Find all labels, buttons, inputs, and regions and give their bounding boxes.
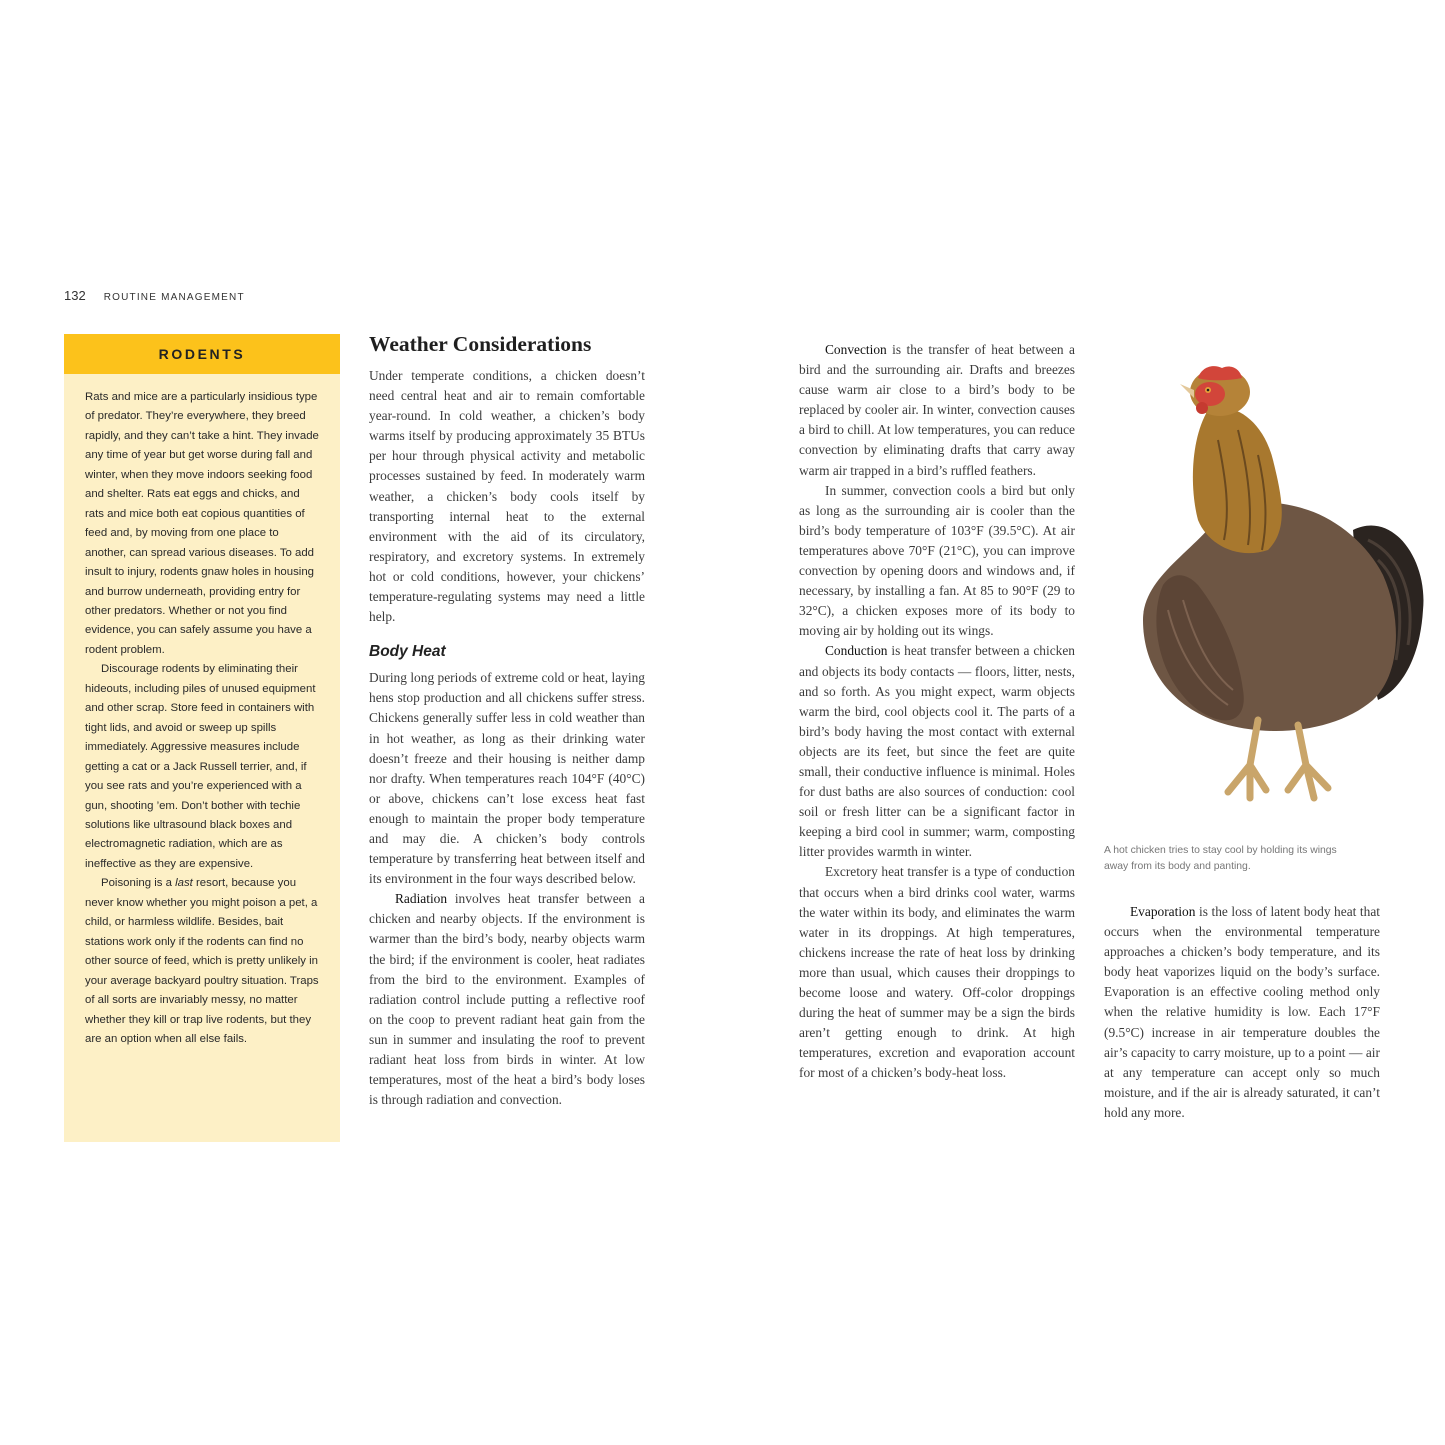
term-convection: Convection [825,342,887,357]
article-text: is heat transfer between a chicken and objects its body contacts — floors, litter, nests, and so forth. As you might expect, warm objects warm the bird, cool objects cool it. The parts of a bird’s body having the most contact with external objects are its feet, but since the feet are quite small, their conductive influence is minimal. Holes for dust baths are also sources of conduction: cool soil or fresh litter can be a significant factor in keeping a bird cool in summer; warm, composting litter provides warmth in winter. [799,643,1075,860]
term-evaporation: Evaporation [1130,904,1196,919]
article-title: Weather Considerations [369,332,592,356]
article-text: is the transfer of heat between a bird and the surrounding air. Drafts and breezes cause warm air close to a bird’s body to be replaced by cooler air. In winter, convection causes a bird to chill. At low temperatures, you can reduce convection by eliminating drafts that carry away warm air trapped in a bird’s ruffled feathers. [799,342,1075,478]
article-column-2 [799,340,1075,1083]
chicken-pupil [1207,389,1210,392]
article-text: involves heat transfer between a chicken and nearby objects. If the environment is warmer than the bird’s body, nearby objects warm the bird; if the environment is cooler, heat radiates from the bird to the environment. Examples of radiation control include putting a reflective roof on the coop to prevent radiant heat gain from the sun in summer and insulating the roof to prevent radiant heat loss from birds in winter. At low temperatures, most of the heat a bird’s body loses is through radiation and convection. [369,891,645,1108]
article-column-3 [1104,902,1380,1123]
subheading: Body Heat [369,643,446,661]
article-paragraph: In summer, convection cools a bird but only as long as the surrounding air is cooler than the bird’s body temperature of 103°F (39.5°C). At air temperatures above 70°F (21°C), you can improve convection by opening doors and windows and, if necessary, by installing a fan. At 85 to 90°F (29 to 32°C), a chicken exposes more of its body to moving air by holding out its wings. [799,482,1075,639]
running-head [64,288,245,303]
page-number: 132 [64,288,86,303]
sidebar-text: Poisoning is a [101,877,176,890]
chicken-wattle [1196,402,1208,414]
term-radiation: Radiation [395,891,448,907]
article-column-1 [369,330,645,1110]
article-paragraph [799,340,1075,481]
sidebar-title: RODENTS [158,346,246,362]
article-paragraph [369,889,645,1110]
chicken-comb [1198,366,1242,380]
article-paragraph [1104,902,1380,1123]
sidebar-header [64,334,340,374]
sidebar-paragraph: Rats and mice are a particularly insidious type of predator. They’re everywhere, they breed rapidly, and they can’t take a hint. They invade any time of year but get worse during fall and winter, when they move indoors seeking food and shelter. Rats eat eggs and chicks, and rats and mice both eat copious quantities of feed and, by moving from one place to another, can spread various diseases. To add insult to injury, rodents gnaw holes in housing and burrow underneath, providing entry for other predators. Whether or not you find evidence, you can safely assume you have a rodent problem. [85,391,319,656]
sidebar-body [64,374,340,1049]
article-text: is the loss of latent body heat that occurs when the environmental temperature approaches a chicken’s body temperature, and its body heat vaporizes liquid on the body’s surface. Evaporation is an effective cooling method only when the relative humidity is low. Each 17°F (9.5°C) increase in air temperature doubles the air’s capacity to carry moisture, up to a point — air at any temperature can accept only so much moisture, and if the air is already saturated, it can’t hold any more. [1104,904,1380,1120]
figure-caption: A hot chicken tries to stay cool by holding its wings away from its body and panting. [1104,845,1337,872]
article-paragraph: Excretory heat transfer is a type of conduction that occurs when a bird drinks cool water, warms the water within its body, and eliminates the warm water in its droppings. At high temperatures, chickens increase the rate of heat loss by drinking more than usual, which causes their droppings to become loose and watery. Off-color droppings during the heat of summer may be a sign the birds aren’t getting enough to drink. At high temperatures, excretion and evaporation account for most of a chicken’s body-heat loss. [799,864,1075,1081]
sidebar-paragraph [85,874,320,1049]
article-paragraph: Under temperate conditions, a chicken doesn’t need central heat and air to remain comfortable year-round. In cold weather, a chicken’s body warms itself by producing approximately 35 BTUs per hour through physical activity and metabolic processes sustained by feed. In moderately warm weather, a chicken’s body cools itself by transporting internal heat to the external environment with the aid of its circulatory, respiratory, and excretory systems. In extremely hot or cold conditions, however, your chickens’ temperature-regulating systems may need a little help. [369,368,645,625]
article-paragraph: During long periods of extreme cold or heat, laying hens stop production and all chickens suffer stress. Chickens generally suffer less in cold weather than in hot weather, as long as their drinking water doesn’t freeze and their housing is neither damp nor drafty. When temperatures reach 104°F (40°C) or above, chickens can’t lose excess heat fast enough to maintain the proper body temperature and may die. A chicken’s body controls temperature by transferring heat between itself and its environment in the four ways described below. [369,670,645,887]
chicken-neck [1193,407,1282,553]
article-paragraph [799,641,1075,862]
section-name: ROUTINE MANAGEMENT [103,292,245,303]
term-conduction: Conduction [825,643,888,659]
chicken-leg-right [1288,725,1328,798]
sidebar-text: resort, because you never know whether you might poison a pet, a child, or harmless wildlife. Besides, bait stations work only if the rodents can find no other source of feed, which is pretty unlikely in your average backyard poultry situation. Traps of all sorts are invariably messy, no matter whether they kill or trap live rodents, but they are an option when all else fails. [85,877,319,1045]
rodents-sidebar [64,334,340,1142]
sidebar-paragraph: Discourage rodents by eliminating their hideouts, including piles of unused equipment and other scrap. Store feed in containers with tight lids, and avoid or sweep up spills immediately. Aggressive measures include getting a cat or a Jack Russell terrier, and, if you see rats and you’re experienced with a gun, shooting ’em. Don’t bother with techie solutions like ultrasound black boxes and electromagnetic radiation, which are as ineffective as they are expensive. [85,663,316,870]
chicken-face [1195,382,1225,406]
chicken-photo [1138,360,1428,805]
sidebar-emphasis: last [175,877,193,890]
chicken-leg-left [1228,720,1266,798]
